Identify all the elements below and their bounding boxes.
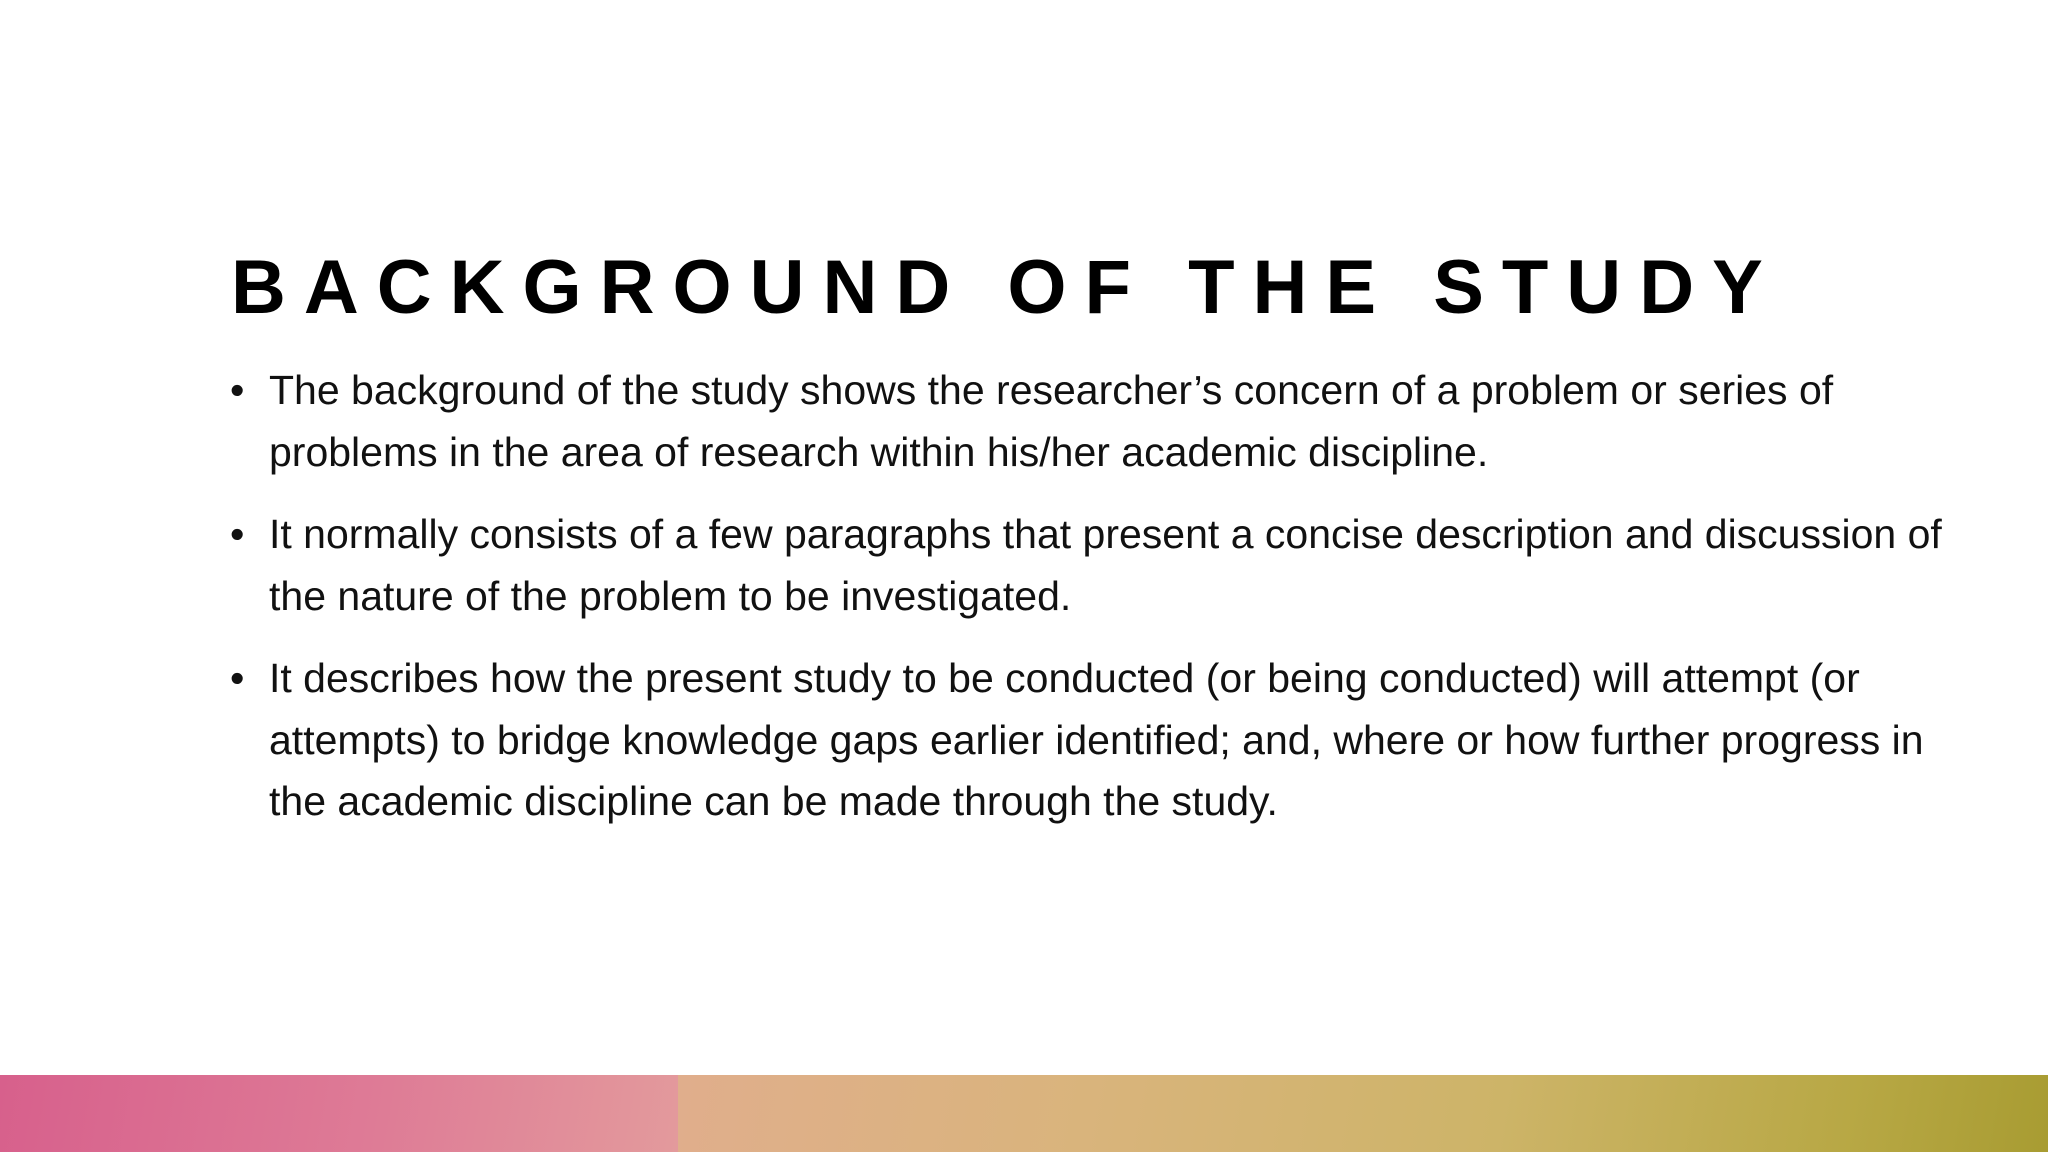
slide-title: BACKGROUND OF THE STUDY <box>231 245 1781 330</box>
bullet-text: The background of the study shows the researcher’s concern of a problem or series of problems in the area of research within his/her academic discipline. <box>269 367 1834 475</box>
bullet-text: It describes how the present study to be conducted (or being conducted) will attempt (or attempts) to bridge knowledge gaps earlier identified; and, where or how further progress in the academic discipline can be made through the study. <box>269 655 1924 824</box>
footer-band-pink <box>0 1075 678 1152</box>
bullet-text: It normally consists of a few paragraphs that present a concise description and discussion of the nature of the problem to be investigated. <box>269 511 1942 619</box>
bullet-item <box>230 504 1970 627</box>
footer-color-band <box>0 1075 2048 1152</box>
bullet-dot-icon: • <box>230 367 245 413</box>
bullet-dot-icon: • <box>230 511 245 557</box>
bullet-item <box>230 360 1970 483</box>
bullet-item <box>230 648 1970 833</box>
footer-band-gold <box>678 1075 2048 1152</box>
bullet-list <box>230 360 1970 854</box>
bullet-dot-icon: • <box>230 655 245 701</box>
